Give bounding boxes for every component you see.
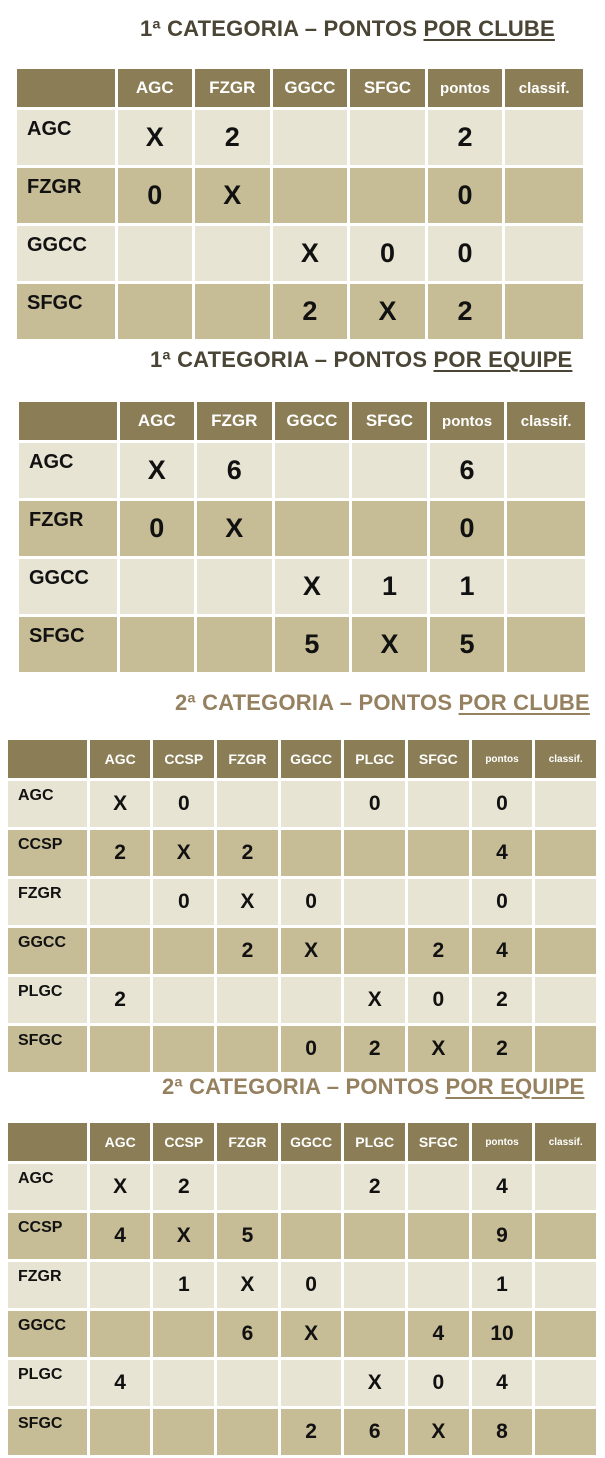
- table-cell: [281, 1164, 342, 1210]
- table-cell: [507, 501, 585, 556]
- table-cell: X: [344, 1360, 405, 1406]
- table-cell: 5: [430, 617, 505, 672]
- column-header: classif.: [505, 69, 583, 107]
- table-cell: 1: [153, 1262, 214, 1308]
- table-cell: [535, 977, 596, 1023]
- table-cell: 2: [428, 110, 503, 165]
- section-3-title: [175, 690, 590, 716]
- table-cell: 10: [472, 1311, 533, 1357]
- table-cell: [344, 1311, 405, 1357]
- table-cell: [281, 830, 342, 876]
- table-cell: 0: [281, 1262, 342, 1308]
- table-cell: 6: [217, 1311, 278, 1357]
- column-header: SFGC: [408, 740, 469, 778]
- table-cell: [535, 1262, 596, 1308]
- table-cell: [344, 928, 405, 974]
- table-cell: [90, 1026, 151, 1072]
- table-cell: [505, 226, 583, 281]
- table-cell: 2: [408, 928, 469, 974]
- table-cell: X: [153, 830, 214, 876]
- table-cell: X: [350, 284, 425, 339]
- table-cell: [281, 1213, 342, 1259]
- table-cell: X: [120, 443, 194, 498]
- column-header: SFGC: [408, 1123, 469, 1161]
- table-row: [8, 1262, 596, 1308]
- table-cell: [535, 1311, 596, 1357]
- row-header: GGCC: [17, 226, 115, 281]
- table-cell: [195, 226, 270, 281]
- table-row: [8, 1213, 596, 1259]
- table-cell: 0: [428, 226, 503, 281]
- table-cell: [507, 559, 585, 614]
- table-cell: [505, 110, 583, 165]
- table-3: [5, 737, 599, 1075]
- table-row: [8, 1409, 596, 1455]
- column-header: FZGR: [197, 402, 272, 440]
- section-4-title-underlined: POR EQUIPE: [445, 1074, 585, 1099]
- table-cell: [217, 1409, 278, 1455]
- column-header: PLGC: [344, 740, 405, 778]
- table-cell: [408, 1164, 469, 1210]
- row-header: AGC: [8, 1164, 87, 1210]
- table-row: [8, 977, 596, 1023]
- table-cell: 2: [153, 1164, 214, 1210]
- table-row: [19, 443, 585, 498]
- table-cell: [535, 1213, 596, 1259]
- table-cell: X: [408, 1409, 469, 1455]
- section-4-title: [162, 1074, 584, 1100]
- table-cell: [90, 1262, 151, 1308]
- table-row: [17, 168, 583, 223]
- table-cell: [90, 1409, 151, 1455]
- column-header: PLGC: [344, 1123, 405, 1161]
- table-cell: [118, 226, 192, 281]
- table-4: [5, 1120, 599, 1458]
- section-2-title-prefix: 1ª CATEGORIA – PONTOS: [150, 347, 434, 372]
- section-1-title: [140, 16, 555, 42]
- table-cell: 0: [120, 501, 194, 556]
- table-row: [8, 830, 596, 876]
- table-cell: [507, 443, 585, 498]
- row-header: CCSP: [8, 1213, 87, 1259]
- table-cell: [535, 1360, 596, 1406]
- row-header: PLGC: [8, 1360, 87, 1406]
- table-2: [16, 399, 588, 675]
- table-cell: [535, 1409, 596, 1455]
- table-cell: 4: [472, 1360, 533, 1406]
- table-cell: 2: [195, 110, 270, 165]
- table-cell: [153, 977, 214, 1023]
- table-cell: X: [273, 226, 348, 281]
- table-cell: 0: [344, 781, 405, 827]
- table-cell: 2: [344, 1164, 405, 1210]
- column-header: SFGC: [352, 402, 427, 440]
- table-row: [17, 284, 583, 339]
- column-header: CCSP: [153, 740, 214, 778]
- row-header: AGC: [8, 781, 87, 827]
- table-row: [8, 928, 596, 974]
- table-cell: 4: [90, 1213, 151, 1259]
- table-row: [19, 559, 585, 614]
- table-cell: [217, 977, 278, 1023]
- section-1-title-underlined: POR CLUBE: [423, 16, 555, 41]
- column-header: AGC: [118, 69, 192, 107]
- table-1: [14, 66, 586, 342]
- table-cell: [120, 617, 194, 672]
- column-header: pontos: [472, 740, 533, 778]
- table-cell: [350, 110, 425, 165]
- table-cell: [195, 284, 270, 339]
- table-cell: 4: [472, 928, 533, 974]
- table-cell: X: [352, 617, 427, 672]
- table-cell: [197, 559, 272, 614]
- table-cell: 2: [281, 1409, 342, 1455]
- table-cell: 0: [408, 977, 469, 1023]
- table-cell: [344, 879, 405, 925]
- table-cell: [118, 284, 192, 339]
- table-cell: [217, 1360, 278, 1406]
- column-header: AGC: [120, 402, 194, 440]
- row-header: FZGR: [17, 168, 115, 223]
- header-corner: [19, 402, 117, 440]
- table-cell: 0: [350, 226, 425, 281]
- row-header: SFGC: [17, 284, 115, 339]
- table-cell: [408, 1213, 469, 1259]
- table-cell: 2: [217, 928, 278, 974]
- table-cell: [273, 168, 348, 223]
- table-row: [19, 501, 585, 556]
- table-cell: X: [153, 1213, 214, 1259]
- column-header: SFGC: [350, 69, 425, 107]
- table-cell: 2: [90, 830, 151, 876]
- table-cell: 0: [408, 1360, 469, 1406]
- table-cell: 2: [344, 1026, 405, 1072]
- table-cell: [535, 1164, 596, 1210]
- table-cell: X: [90, 1164, 151, 1210]
- table-row: [8, 781, 596, 827]
- column-header: FZGR: [195, 69, 270, 107]
- table-cell: 0: [153, 879, 214, 925]
- row-header: SFGC: [19, 617, 117, 672]
- table-cell: [505, 284, 583, 339]
- table-cell: [275, 501, 350, 556]
- table-cell: X: [217, 879, 278, 925]
- table-cell: 9: [472, 1213, 533, 1259]
- table-cell: X: [344, 977, 405, 1023]
- table-cell: 1: [472, 1262, 533, 1308]
- table-row: [17, 226, 583, 281]
- table-row: [8, 1311, 596, 1357]
- table-row: [19, 617, 585, 672]
- section-4-title-prefix: 2ª CATEGORIA – PONTOS: [162, 1074, 446, 1099]
- row-header: SFGC: [8, 1409, 87, 1455]
- header-corner: [17, 69, 115, 107]
- column-header: classif.: [507, 402, 585, 440]
- row-header: GGCC: [8, 928, 87, 974]
- table-cell: 0: [430, 501, 505, 556]
- table-cell: [275, 443, 350, 498]
- table-cell: [273, 110, 348, 165]
- table-cell: [153, 928, 214, 974]
- table-cell: 1: [352, 559, 427, 614]
- column-header: GGCC: [273, 69, 348, 107]
- table-cell: 4: [408, 1311, 469, 1357]
- column-header: pontos: [430, 402, 505, 440]
- table-cell: 8: [472, 1409, 533, 1455]
- table-cell: [344, 1262, 405, 1308]
- table-cell: 0: [472, 781, 533, 827]
- table-cell: [535, 781, 596, 827]
- table-cell: [90, 928, 151, 974]
- table-cell: [408, 879, 469, 925]
- row-header: FZGR: [8, 1262, 87, 1308]
- table-cell: [153, 1026, 214, 1072]
- table-cell: X: [195, 168, 270, 223]
- table-cell: X: [197, 501, 272, 556]
- table-cell: 4: [472, 1164, 533, 1210]
- table-cell: 0: [153, 781, 214, 827]
- section-2-title: [150, 347, 572, 373]
- table-cell: 5: [217, 1213, 278, 1259]
- table-cell: [535, 1026, 596, 1072]
- table-row: [8, 1164, 596, 1210]
- row-header: PLGC: [8, 977, 87, 1023]
- table-cell: 2: [472, 1026, 533, 1072]
- table-cell: [217, 1026, 278, 1072]
- table-cell: [408, 781, 469, 827]
- table-cell: 0: [281, 1026, 342, 1072]
- table-cell: [535, 879, 596, 925]
- row-header: FZGR: [19, 501, 117, 556]
- table-cell: X: [281, 928, 342, 974]
- section-3-title-prefix: 2ª CATEGORIA – PONTOS: [175, 690, 459, 715]
- table-row: [8, 1026, 596, 1072]
- table-cell: [408, 830, 469, 876]
- column-header: FZGR: [217, 740, 278, 778]
- table-cell: [352, 443, 427, 498]
- table-cell: 2: [90, 977, 151, 1023]
- table-cell: 6: [344, 1409, 405, 1455]
- table-row: [8, 1360, 596, 1406]
- table-cell: [90, 879, 151, 925]
- table-cell: 4: [472, 830, 533, 876]
- column-header: GGCC: [281, 1123, 342, 1161]
- table-cell: 2: [217, 830, 278, 876]
- column-header: GGCC: [281, 740, 342, 778]
- table-cell: [352, 501, 427, 556]
- table-cell: [408, 1262, 469, 1308]
- table-cell: [505, 168, 583, 223]
- table-cell: [344, 830, 405, 876]
- section-2-title-underlined: POR EQUIPE: [433, 347, 573, 372]
- column-header: classif.: [535, 740, 596, 778]
- row-header: AGC: [19, 443, 117, 498]
- header-corner: [8, 1123, 87, 1161]
- table-cell: X: [281, 1311, 342, 1357]
- column-header: pontos: [472, 1123, 533, 1161]
- column-header: AGC: [90, 1123, 151, 1161]
- row-header: CCSP: [8, 830, 87, 876]
- table-cell: 6: [430, 443, 505, 498]
- table-cell: 1: [430, 559, 505, 614]
- table-row: [17, 110, 583, 165]
- table-cell: X: [90, 781, 151, 827]
- table-cell: [281, 1360, 342, 1406]
- table-cell: 6: [197, 443, 272, 498]
- row-header: GGCC: [8, 1311, 87, 1357]
- table-cell: [507, 617, 585, 672]
- table-cell: [217, 1164, 278, 1210]
- table-cell: [90, 1311, 151, 1357]
- table-cell: 5: [275, 617, 350, 672]
- table-cell: 0: [472, 879, 533, 925]
- table-cell: [281, 781, 342, 827]
- table-cell: 4: [90, 1360, 151, 1406]
- row-header: AGC: [17, 110, 115, 165]
- table-cell: X: [408, 1026, 469, 1072]
- table-cell: 0: [118, 168, 192, 223]
- column-header: CCSP: [153, 1123, 214, 1161]
- column-header: GGCC: [275, 402, 350, 440]
- table-cell: [350, 168, 425, 223]
- table-cell: X: [118, 110, 192, 165]
- row-header: GGCC: [19, 559, 117, 614]
- column-header: FZGR: [217, 1123, 278, 1161]
- table-cell: [153, 1360, 214, 1406]
- column-header: classif.: [535, 1123, 596, 1161]
- table-cell: [197, 617, 272, 672]
- section-1-title-prefix: 1ª CATEGORIA – PONTOS: [140, 16, 424, 41]
- table-cell: 2: [428, 284, 503, 339]
- table-cell: [120, 559, 194, 614]
- table-cell: [281, 977, 342, 1023]
- row-header: SFGC: [8, 1026, 87, 1072]
- section-3-title-underlined: POR CLUBE: [458, 690, 590, 715]
- row-header: FZGR: [8, 879, 87, 925]
- table-cell: [153, 1409, 214, 1455]
- column-header: AGC: [90, 740, 151, 778]
- table-row: [8, 879, 596, 925]
- column-header: pontos: [428, 69, 503, 107]
- table-cell: [535, 928, 596, 974]
- table-cell: [344, 1213, 405, 1259]
- table-cell: 0: [428, 168, 503, 223]
- table-cell: 2: [273, 284, 348, 339]
- table-cell: 2: [472, 977, 533, 1023]
- table-cell: 0: [281, 879, 342, 925]
- table-cell: [153, 1311, 214, 1357]
- table-cell: X: [275, 559, 350, 614]
- header-corner: [8, 740, 87, 778]
- table-cell: [535, 830, 596, 876]
- table-cell: [217, 781, 278, 827]
- table-cell: X: [217, 1262, 278, 1308]
